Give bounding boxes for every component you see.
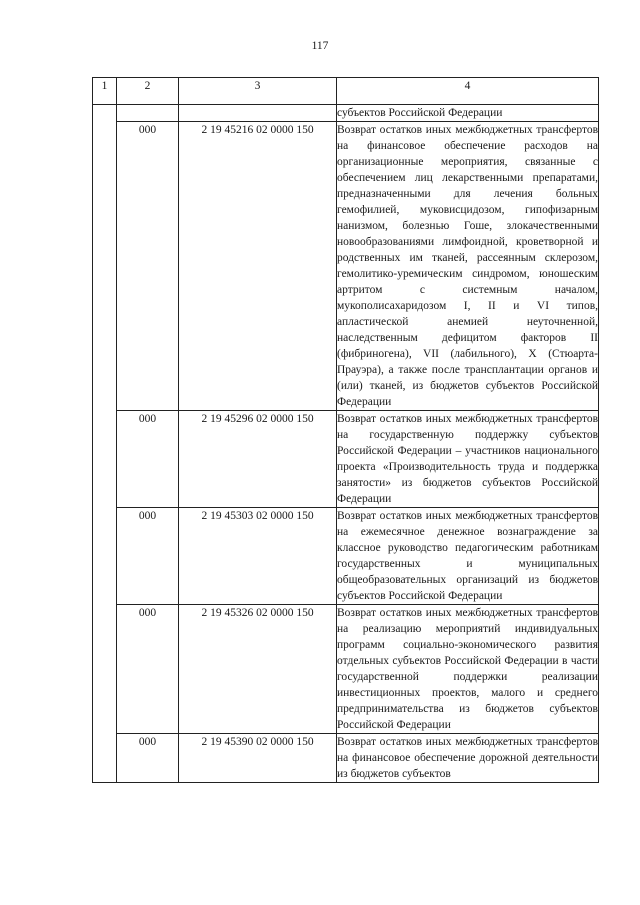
column-number-2: 2 (117, 78, 179, 105)
kbk-code: 2 19 45390 02 0000 150 (179, 734, 337, 783)
row-description: Возврат остатков иных межбюджетных трансфертов на финансовое обеспечение расходов на организационные мероприятия, связанные с обеспечением лиц лекарственными препаратами, предназначенными для лечения больных гемофилией, муковисцидозом, гипофизарным нанизмом, болезнью Гоше, злокачественными новообразованиями лимфоидной, кроветворной и родственных им тканей, рассеянным склерозом, гемолитико-уремическим синдромом, юношеским артритом с системным началом, мукополисахаридозом I, II и VI типов, апластической анемией неуточненной, наследственным дефицитом факторов II (фибриногена), VII (лабильного), X (Стюарта-Прауэра), а также после трансплантации органов и (или) тканей, из бюджетов субъектов Российской Федерации (337, 122, 599, 411)
kbk-code: 2 19 45326 02 0000 150 (179, 605, 337, 734)
row-description: Возврат остатков иных межбюджетных трансфертов на реализацию мероприятий индивидуальных программ социально-экономического развития отдельных субъектов Российской Федерации в части государственной поддержки реализации инвестиционных проектов, малого и среднего предпринимательства из бюджетов субъектов Российской Федерации (337, 605, 599, 734)
kbk-code: 2 19 45303 02 0000 150 (179, 508, 337, 605)
table-row (93, 508, 599, 605)
empty-cell (179, 105, 337, 122)
admin-code: 000 (117, 122, 179, 411)
admin-code: 000 (117, 411, 179, 508)
table-row (93, 734, 599, 783)
budget-classification-table (92, 77, 599, 783)
column-number-1: 1 (93, 78, 117, 105)
page-number: 117 (311, 40, 329, 52)
admin-code: 000 (117, 508, 179, 605)
continuation-row (93, 105, 599, 122)
row-description: Возврат остатков иных межбюджетных трансфертов на финансовое обеспечение дорожной деятельности из бюджетов субъектов (337, 734, 599, 783)
kbk-code: 2 19 45296 02 0000 150 (179, 411, 337, 508)
column-number-3: 3 (179, 78, 337, 105)
group-cell (93, 105, 117, 783)
table-row (93, 122, 599, 411)
table-row (93, 411, 599, 508)
admin-code: 000 (117, 605, 179, 734)
table-row (93, 605, 599, 734)
continuation-text: субъектов Российской Федерации (337, 105, 599, 122)
column-number-4: 4 (337, 78, 599, 105)
table-header-row (93, 78, 599, 105)
admin-code: 000 (117, 734, 179, 783)
kbk-code: 2 19 45216 02 0000 150 (179, 122, 337, 411)
empty-cell (117, 105, 179, 122)
row-description: Возврат остатков иных межбюджетных трансфертов на государственную поддержку субъектов Российской Федерации – участников национального проекта «Производительность труда и поддержка занятости» из бюджетов субъектов Российской Федерации (337, 411, 599, 508)
row-description: Возврат остатков иных межбюджетных трансфертов на ежемесячное денежное вознаграждение за классное руководство педагогическим работникам государственных и муниципальных общеобразовательных организаций из бюджетов субъектов Российской Федерации (337, 508, 599, 605)
